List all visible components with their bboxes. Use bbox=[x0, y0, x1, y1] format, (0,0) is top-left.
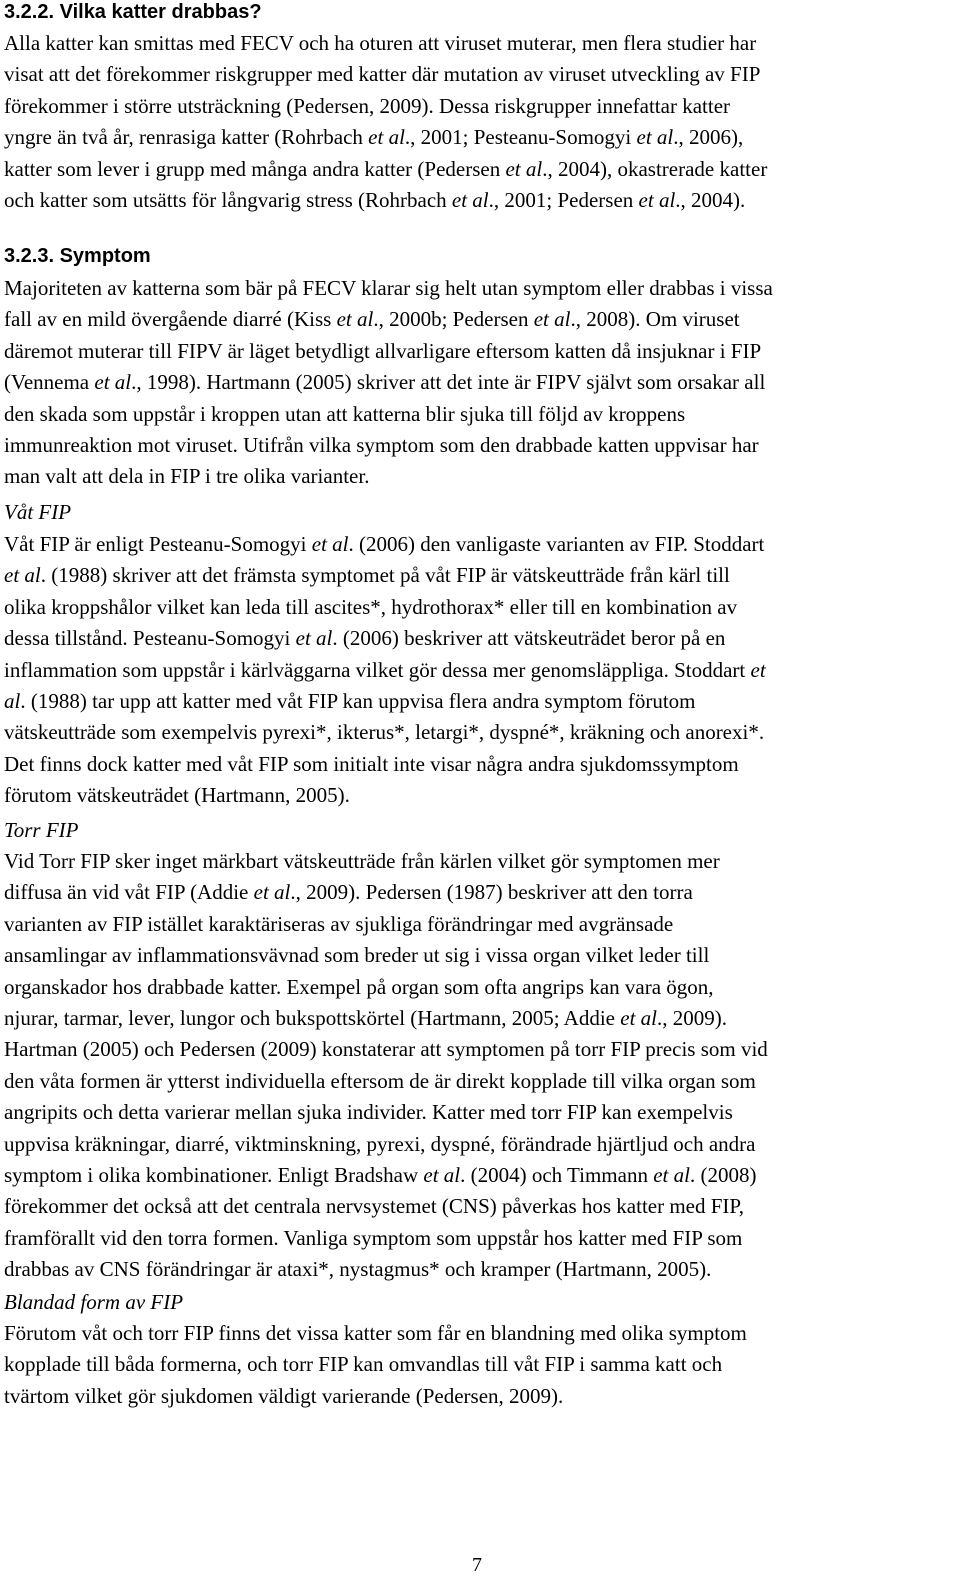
text-run: diffusa än vid våt FIP (Addie bbox=[4, 880, 254, 905]
text-run: ., 2004). bbox=[675, 188, 746, 212]
text-run: dessa tillstånd. Pesteanu-Somogyi bbox=[4, 626, 296, 651]
text-line bbox=[4, 370, 765, 394]
section-heading-323: 3.2.3. Symptom bbox=[4, 245, 151, 267]
italic-run: et bbox=[750, 657, 766, 682]
text-run: ., 2001; Pedersen bbox=[488, 188, 639, 212]
text-line bbox=[4, 880, 693, 904]
text-line bbox=[4, 626, 725, 650]
text-line: Alla katter kan smittas med FECV och ha oturen att viruset muterar, men flera studier har bbox=[4, 31, 757, 55]
text-run: njurar, tarmar, lever, lungor och bukspottskörtel (Hartmann, 2005; Addie bbox=[4, 1006, 621, 1030]
text-line bbox=[4, 125, 743, 149]
italic-run: et al bbox=[636, 125, 674, 150]
text-line: olika kroppshålor vilket kan leda till ascites*, hydrothorax* eller till en kombination av bbox=[4, 594, 738, 619]
subheading-blandad-fip: Blandad form av FIP bbox=[4, 1290, 184, 1314]
text-line: drabbas av CNS förändringar är ataxi*, nystagmus* och kramper (Hartmann, 2005). bbox=[4, 1257, 712, 1282]
text-line: immunreaktion mot viruset. Utifrån vilka symptom som den drabbade katten uppvisar har bbox=[4, 433, 759, 457]
text-run: symptom i olika kombinationer. Enligt Bradshaw bbox=[4, 1163, 424, 1187]
text-run: . (2006) den vanligaste varianten av FIP. Stoddart bbox=[348, 532, 765, 556]
italic-run: et al bbox=[94, 370, 132, 395]
italic-run: et al bbox=[253, 880, 291, 905]
text-run: katter som lever i grupp med många andra katter (Pedersen bbox=[4, 156, 506, 181]
italic-run: et al bbox=[533, 307, 571, 332]
italic-run: al bbox=[4, 689, 21, 713]
italic-run: et al bbox=[368, 125, 405, 150]
text-run: . (1988) tar upp att katter med våt FIP kan uppvisa flera andra symptom förutom bbox=[20, 689, 696, 713]
subheading-torr-fip: Torr FIP bbox=[4, 818, 79, 842]
text-line: framförallt vid den torra formen. Vanliga symptom som uppstår hos katter med FIP som bbox=[4, 1225, 743, 1250]
text-line: däremot muterar till FIPV är läget betydligt allvarligare eftersom katten då insjuknar i FIP bbox=[4, 338, 762, 363]
text-line bbox=[4, 307, 740, 331]
text-run: och katter som utsätts för långvarig stress (Rohrbach bbox=[4, 188, 452, 212]
italic-run: et al bbox=[505, 156, 543, 181]
text-run: ., 2001; Pesteanu-Somogyi bbox=[404, 125, 637, 150]
text-run: ., 2009). Pedersen (1987) beskriver att den torra bbox=[290, 880, 693, 905]
text-run: Våt FIP är enligt Pesteanu-Somogyi bbox=[4, 532, 312, 556]
text-line bbox=[4, 658, 766, 682]
text-line: Majoriteten av katterna som bär på FECV klarar sig helt utan symptom eller drabbas i vissa bbox=[4, 276, 773, 300]
text-line: varianten av FIP istället karaktäriseras av sjukliga förändringar med avgränsade bbox=[4, 911, 674, 936]
italic-run: et al bbox=[311, 532, 349, 556]
italic-run: et al bbox=[638, 188, 676, 212]
text-line: förekommer det också att det centrala nervsystemet (CNS) påverkas hos katter med FIP, bbox=[4, 1194, 745, 1219]
text-line: den skada som uppstår i kroppen utan att katterna blir sjuka till följd av kroppens bbox=[4, 401, 686, 426]
text-line bbox=[4, 1163, 756, 1187]
text-run: ., 2009). bbox=[657, 1006, 727, 1030]
text-line: Vid Torr FIP sker inget märkbart vätskeutträde från kärlen vilket gör symptomen mer bbox=[4, 849, 720, 873]
italic-run: et al bbox=[295, 626, 333, 651]
text-line: den våta formen är ytterst individuella eftersom de är direkt kopplade till vilka organ som bbox=[4, 1068, 756, 1093]
text-line: Det finns dock katter med våt FIP som initialt inte visar några andra sjukdomssymptom bbox=[4, 751, 739, 776]
text-line: organskador hos drabbade katter. Exempel på organ som ofta angrips kan vara ögon, bbox=[4, 974, 714, 999]
text-line: uppvisa kräkningar, diarré, viktminskning, pyrexi, dyspné, förändrade hjärtljud och andra bbox=[4, 1131, 756, 1156]
italic-run: et al bbox=[620, 1006, 657, 1030]
subheading-vat-fip: Våt FIP bbox=[4, 500, 72, 524]
text-line bbox=[4, 563, 730, 587]
text-line: visat att det förekommer riskgrupper med katter där mutation av viruset utveckling av FIP bbox=[4, 62, 761, 87]
text-run: ., 2004), okastrerade katter bbox=[542, 156, 768, 181]
text-line: angripits och detta varierar mellan sjuka individer. Katter med torr FIP kan exempelvis bbox=[4, 1100, 733, 1125]
text-run: ., 2008). Om viruset bbox=[570, 307, 740, 332]
section-heading-322: 3.2.2. Vilka katter drabbas? bbox=[4, 1, 262, 23]
text-run: . (2008) bbox=[689, 1163, 757, 1187]
text-run: inflammation som uppstår i kärlväggarna vilket gör dessa mer genomsläppliga. Stoddart bbox=[4, 657, 751, 682]
text-run: yngre än två år, renrasiga katter (Rohrbach bbox=[4, 125, 369, 150]
page-number: 7 bbox=[472, 1554, 482, 1576]
italic-run: et al bbox=[451, 188, 489, 212]
text-line: kopplade till båda formerna, och torr FIP kan omvandlas till våt FIP i samma katt och bbox=[4, 1352, 723, 1377]
text-run: . (2004) och Timmann bbox=[460, 1163, 654, 1187]
text-run: (Vennema bbox=[4, 370, 95, 395]
italic-run: et al bbox=[4, 563, 41, 588]
text-run: ., 2000b; Pedersen bbox=[373, 307, 534, 332]
text-line: förekommer i större utsträckning (Pedersen, 2009). Dessa riskgrupper innefattar katter bbox=[4, 93, 731, 118]
text-line: Hartman (2005) och Pedersen (2009) konstaterar att symptomen på torr FIP precis som vid bbox=[4, 1037, 768, 1062]
text-line: vätskeutträde som exempelvis pyrexi*, ikterus*, letargi*, dyspné*, kräkning och anorexi*. bbox=[4, 720, 765, 745]
italic-run: et al bbox=[423, 1163, 461, 1187]
text-line bbox=[4, 1006, 727, 1030]
text-line: förutom vätskeuträdet (Hartmann, 2005). bbox=[4, 783, 350, 808]
italic-run: et al bbox=[653, 1163, 690, 1187]
text-line: man valt att dela in FIP i tre olika varianter. bbox=[4, 464, 370, 489]
text-line bbox=[4, 689, 695, 713]
text-line bbox=[4, 157, 767, 181]
text-run: ., 1998). Hartmann (2005) skriver att det inte är FIPV självt som orsakar all bbox=[131, 370, 766, 395]
italic-run: et al bbox=[336, 307, 374, 332]
text-line: Förutom våt och torr FIP finns det vissa katter som får en blandning med olika symptom bbox=[4, 1321, 747, 1345]
text-line: tvärtom vilket gör sjukdomen väldigt varierande (Pedersen, 2009). bbox=[4, 1383, 564, 1408]
text-run: . (1988) skriver att det främsta symptomet på våt FIP är vätskeutträde från kärl till bbox=[40, 563, 730, 588]
text-line bbox=[4, 532, 764, 556]
text-line: ansamlingar av inflammationsvävnad som breder ut sig i vissa organ vilket leder till bbox=[4, 943, 710, 968]
text-run: ., 2006), bbox=[673, 125, 744, 150]
text-line bbox=[4, 188, 745, 212]
text-run: fall av en mild övergående diarré (Kiss bbox=[4, 307, 337, 332]
text-run: . (2006) beskriver att vätskeuträdet beror på en bbox=[332, 626, 726, 651]
